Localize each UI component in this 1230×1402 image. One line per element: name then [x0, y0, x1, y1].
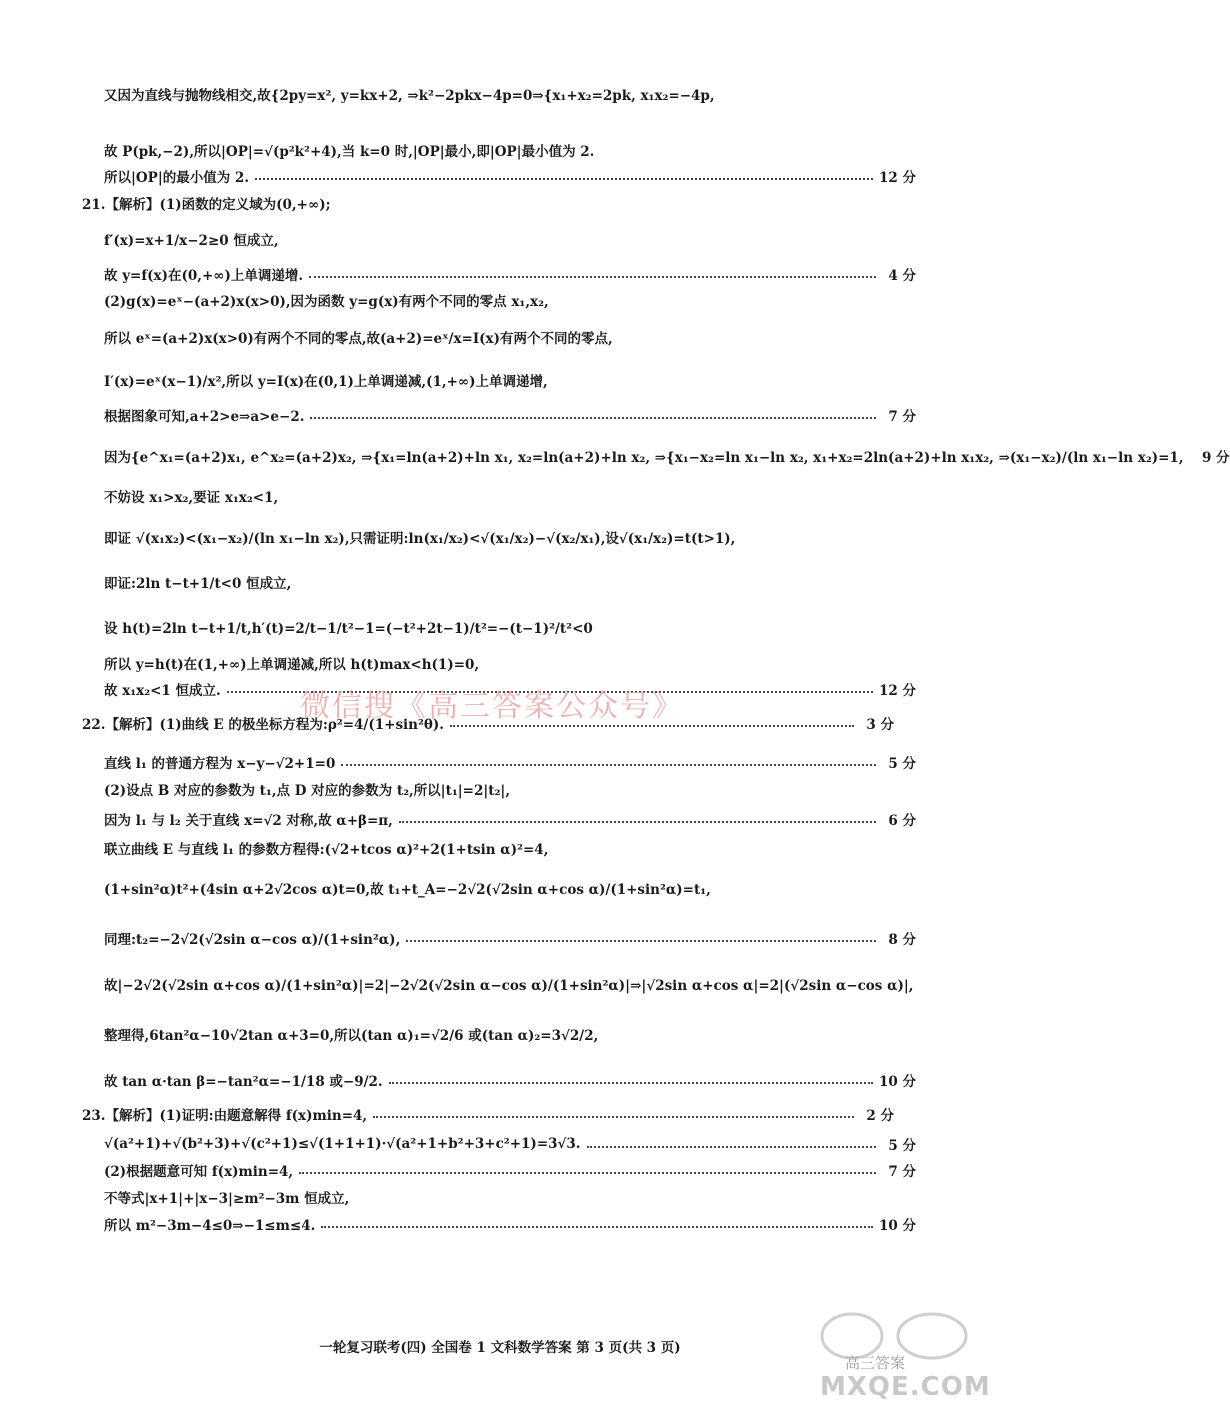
text-line: 故|−2√2(√2sin α+cos α)/(1+sin²α)|=2|−2√2(√2sin α−cos α)/(1+sin²α)|⇒|√2sin α+cos α|=2|(√2sin α−cos α)|, — [104, 978, 914, 994]
score: 4 分 — [888, 268, 916, 284]
text-line: 又因为直线与抛物线相交,故{2py=x², y=kx+2, ⇒k²−2pkx−4p=0⇒{x₁+x₂=2pk, x₁x₂=−4p, — [104, 88, 715, 104]
text-line: 所以 eˣ=(a+2)x(x>0)有两个不同的零点,故(a+2)=eˣ/x=I(x)有两个不同的零点, — [104, 331, 613, 347]
score: 8 分 — [888, 932, 916, 948]
text-line: I′(x)=eˣ(x−1)/x²,所以 y=I(x)在(0,1)上单调递减,(1,+∞)上单调递增, — [104, 374, 548, 390]
score: 2 分 — [866, 1108, 894, 1124]
text-line: 设 h(t)=2ln t−t+1/t,h′(t)=2/t−1/t²−1=(−t²+2t−1)/t²=−(t−1)²/t²<0 — [104, 621, 593, 637]
text-line: 因为 l₁ 与 l₂ 关于直线 x=√2 对称,故 α+β=π, 6 分 — [104, 809, 916, 829]
page-footer: 一轮复习联考(四) 全国卷 1 文科数学答案 第 3 页(共 3 页) — [319, 1340, 681, 1356]
text-line: 故 tan α·tan β=−tan²α=−1/18 或−9/2. 10 分 — [104, 1070, 916, 1090]
text-line: 同理:t₂=−2√2(√2sin α−cos α)/(1+sin²α), 8 分 — [104, 928, 916, 948]
text-line: (2)设点 B 对应的参数为 t₁,点 D 对应的参数为 t₂,所以|t₁|=2|t₂|, — [104, 783, 511, 799]
logo-url: MXQE.COM — [820, 1372, 991, 1402]
text-line: √(a²+1)+√(b²+3)+√(c²+1)≤√(1+1+1)·√(a²+1+b²+3+c²+1)=3√3. 5 分 — [104, 1136, 916, 1154]
score: 10 分 — [879, 1218, 916, 1234]
question-heading: 23.【解析】(1)证明:由题意解得 f(x)min=4, 2 分 — [82, 1104, 894, 1124]
text-line: (1+sin²α)t²+(4sin α+2√2cos α)t=0,故 t₁+t_A=−2√2(√2sin α+cos α)/(1+sin²α)=t₁, — [104, 882, 711, 898]
text-line: 根据图象可知,a+2>e⇒a>e−2. 7 分 — [104, 405, 916, 425]
score: 12 分 — [879, 683, 916, 699]
text-line: 不等式|x+1|+|x−3|≥m²−3m 恒成立, — [104, 1191, 350, 1207]
text-line: (2)根据题意可知 f(x)min=4, 7 分 — [104, 1160, 916, 1180]
score: 6 分 — [888, 813, 916, 829]
question-heading: 22.【解析】(1)曲线 E 的极坐标方程为:ρ²=4/(1+sin²θ). 3 分 — [82, 713, 894, 733]
question-heading: 21.【解析】(1)函数的定义域为(0,+∞); — [82, 197, 331, 213]
text-line: 故 P(pk,−2),所以|OP|=√(p²k²+4),当 k=0 时,|OP|最小,即|OP|最小值为 2. — [104, 144, 595, 160]
text-line: (2)g(x)=eˣ−(a+2)x(x>0),因为函数 y=g(x)有两个不同的零点 x₁,x₂, — [104, 294, 549, 310]
text-line: 所以 y=h(t)在(1,+∞)上单调递减,所以 h(t)max<h(1)=0, — [104, 657, 480, 673]
score: 10 分 — [879, 1074, 916, 1090]
text-line: 故 x₁x₂<1 恒成立. 12 分 — [104, 679, 916, 699]
score: 12 分 — [879, 170, 916, 186]
logo-caption: 高三答案 — [845, 1354, 906, 1372]
text-line: 直线 l₁ 的普通方程为 x−y−√2+1=0 5 分 — [104, 752, 916, 772]
text-line: 即证:2ln t−t+1/t<0 恒成立, — [104, 576, 292, 592]
score: 7 分 — [888, 409, 916, 425]
watermark-text: 微信搜《高三答案公众号》 — [300, 689, 684, 724]
score: 5 分 — [888, 756, 916, 772]
score: 9 分 — [1201, 450, 1230, 466]
text-line: 整理得,6tan²α−10√2tan α+3=0,所以(tan α)₁=√2/6 或(tan α)₂=3√2/2, — [104, 1028, 599, 1044]
text-line: 因为{e^x₁=(a+2)x₁, e^x₂=(a+2)x₂, ⇒{x₁=ln(a+2)+ln x₁, x₂=ln(a+2)+ln x₂, ⇒{x₁−x₂=ln x₁−ln x₂, x₁+x₂=2ln(a+2)+ln x₁x₂, ⇒(x₁−x₂)/(ln x₁−ln x₂)=1, 9 分 — [104, 446, 916, 466]
text-line: 故 y=f(x)在(0,+∞)上单调递增. 4 分 — [104, 264, 916, 284]
text-line: 即证 √(x₁x₂)<(x₁−x₂)/(ln x₁−ln x₂),只需证明:ln(x₁/x₂)<√(x₁/x₂)−√(x₂/x₁),设√(x₁/x₂)=t(t>1), — [104, 531, 736, 547]
score: 3 分 — [866, 717, 894, 733]
text-line: 不妨设 x₁>x₂,要证 x₁x₂<1, — [104, 490, 279, 506]
score: 7 分 — [888, 1164, 916, 1180]
text-line: 所以|OP|的最小值为 2. 12 分 — [104, 166, 916, 186]
text-line: 联立曲线 E 与直线 l₁ 的参数方程得:(√2+tcos α)²+2(1+tsin α)²=4, — [104, 842, 549, 858]
score: 5 分 — [888, 1138, 916, 1154]
text-line: 所以 m²−3m−4≤0⇒−1≤m≤4. 10 分 — [104, 1214, 916, 1234]
text-line: f′(x)=x+1/x−2≥0 恒成立, — [104, 233, 279, 249]
